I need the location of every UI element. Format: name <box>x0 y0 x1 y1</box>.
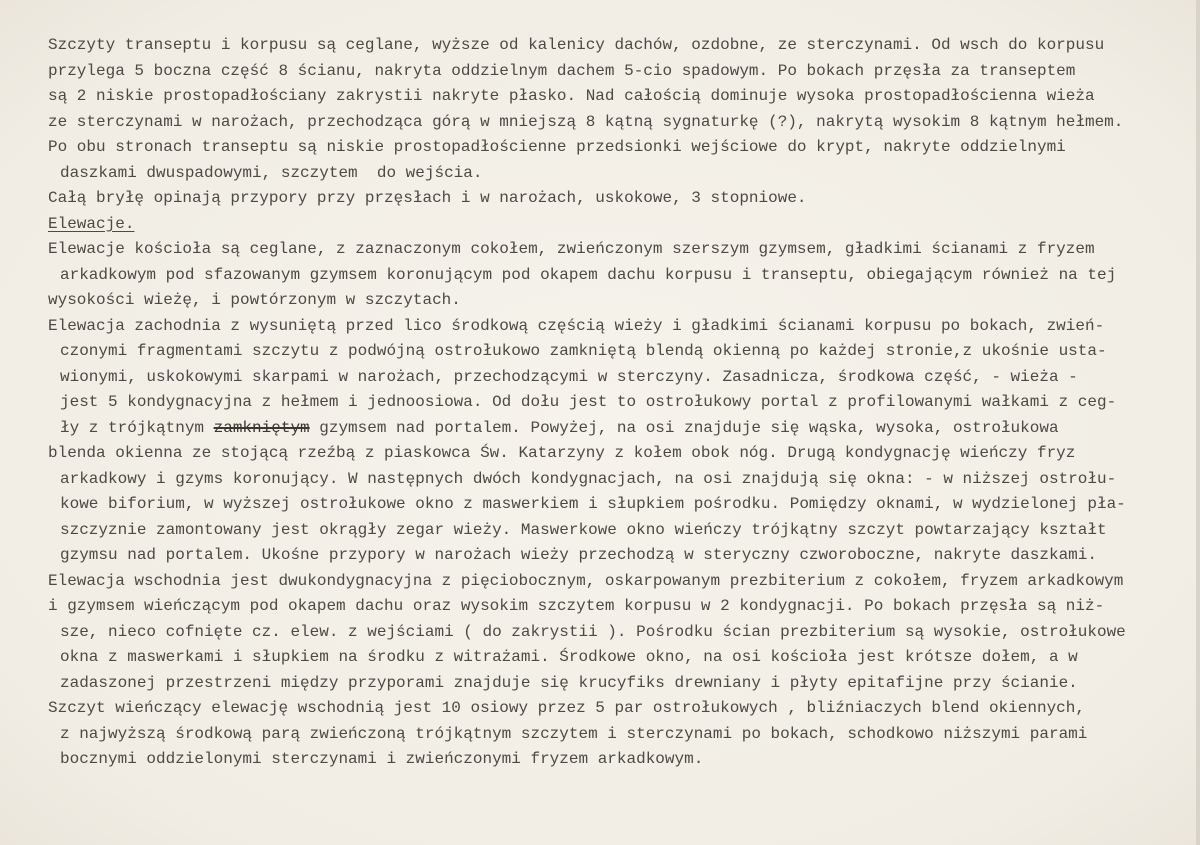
text-segment: gzymsu nad portalem. Ukośne przypory w narożach wieży przechodzą w steryczny czworoboczne, nakryte daszkami. <box>60 546 1097 564</box>
text-line <box>48 33 1198 59</box>
text-line <box>48 263 1198 289</box>
text-line <box>48 441 1198 467</box>
text-line <box>48 518 1198 544</box>
text-segment: są 2 niskie prostopadłościany zakrystii nakryte płasko. Nad całością dominuje wysoka prostopadłościenna wieża <box>48 87 1095 105</box>
text-segment: przylega 5 boczna część 8 ścianu, nakryta oddzielnym dachem 5-cio spadowym. Po bokach przęsła za transeptem <box>48 61 1076 80</box>
text-line <box>48 594 1198 620</box>
text-segment: ły z trójkątnym <box>60 418 214 437</box>
text-line <box>48 671 1198 697</box>
text-line <box>48 390 1198 416</box>
text-segment: arkadkowym pod sfazowanym gzymsem koronującym pod okapem dachu korpusu i transeptu, obiegającym również na tej <box>60 265 1117 284</box>
text-line <box>48 467 1198 493</box>
text-segment: Po obu stronach transeptu są niskie prostopadłościenne przedsionki wejściowe do krypt, nakryte oddzielnymi <box>48 138 1066 156</box>
text-line <box>48 314 1198 340</box>
text-line <box>48 569 1198 595</box>
text-line <box>48 84 1198 110</box>
text-segment: Elewacja wschodnia jest dwukondygnacyjna z pięciobocznym, oskarpowanym prezbiterium z cokołem, fryzem arkadkowym <box>48 571 1124 590</box>
text-segment: Szczyt wieńczący elewację wschodnią jest 10 osiowy przez 5 par ostrołukowych , bliźniaczych blend okiennych, <box>48 699 1085 717</box>
text-segment: gzymsem nad portalem. Powyżej, na osi znajduje się wąska, wysoka, ostrołukowa <box>309 418 1059 437</box>
text-segment: daszkami dwuspadowymi, szczytem do wejścia. <box>60 163 483 182</box>
text-line <box>48 237 1198 263</box>
text-segment: jest 5 kondygnacyjna z hełmem i jednoosiowa. Od dołu jest to ostrołukowy portal z profilowanymi wałkami z ceg- <box>60 393 1117 411</box>
text-segment: okna z maswerkami i słupkiem na środku z witrażami. Środkowe okno, na osi kościoła jest krótsze dołem, a w <box>60 648 1078 666</box>
text-line <box>48 416 1198 442</box>
text-line <box>48 135 1198 161</box>
text-line <box>48 59 1198 85</box>
heading-text: Elewacje. <box>48 214 135 233</box>
text-line <box>48 339 1198 365</box>
text-segment: zadaszonej przestrzeni między przyporami znajduje się krucyfiks drewniany i płyty epitafijne przy ścianie. <box>60 673 1078 692</box>
text-segment: wysokości wieżę, i powtórzonym w szczytach. <box>48 291 461 309</box>
text-line <box>48 110 1198 136</box>
text-segment: blenda okienna ze stojącą rzeźbą z piaskowca Św. Katarzyny z kołem obok nóg. Drugą kondygnację wieńczy fryz <box>48 444 1076 462</box>
text-segment: bocznymi oddzielonymi sterczynami i zwieńczonymi fryzem arkadkowym. <box>60 750 704 768</box>
text-segment: sze, nieco cofnięte cz. elew. z wejściami ( do zakrystii ). Pośrodku ścian prezbiterium są wysokie, ostrołukowe <box>60 622 1126 641</box>
text-line <box>48 365 1198 391</box>
text-segment: czonymi fragmentami szczytu z podwójną ostrołukowo zamkniętą blendą okienną po każdej stronie,z ukośnie usta- <box>60 342 1107 360</box>
struck-text: zamkniętym <box>213 418 310 437</box>
text-segment: wionymi, uskokowymi skarpami w narożach, przechodzącymi w sterczyny. Zasadnicza, środkowa część, - wieża - <box>60 367 1078 386</box>
text-line <box>48 186 1198 212</box>
text-segment: Całą bryłę opinają przypory przy przęsłach i w narożach, uskokowe, 3 stopniowe. <box>48 189 807 207</box>
text-line <box>48 722 1198 748</box>
document-body <box>48 33 1198 773</box>
text-line <box>48 620 1198 646</box>
text-segment: i gzymsem wieńczącym pod okapem dachu oraz wysokim szczytem korpusu w 2 kondygnacji. Po bokach przęsła są niż- <box>48 597 1105 615</box>
text-line <box>48 288 1198 314</box>
text-line <box>48 645 1198 671</box>
text-segment: Szczyty transeptu i korpusu są ceglane, wyższe od kalenicy dachów, ozdobne, ze sterczynami. Od wsch do korpusu <box>48 36 1105 54</box>
text-line <box>48 543 1198 569</box>
text-segment: Elewacje kościoła są ceglane, z zaznaczonym cokołem, zwieńczonym szerszym gzymsem, gładkimi ścianami z fryzem <box>48 240 1095 258</box>
text-segment: Elewacja zachodnia z wysuniętą przed lico środkową częścią wieży i gładkimi ścianami korpusu po bokach, zwień- <box>48 316 1105 335</box>
section-heading <box>48 212 1198 238</box>
text-line <box>48 747 1198 773</box>
text-line <box>48 492 1198 518</box>
text-segment: z najwyższą środkową parą zwieńczoną trójkątnym szczytem i sterczynami po bokach, schodkowo niższymi parami <box>60 724 1088 743</box>
text-line <box>48 696 1198 722</box>
text-segment: arkadkowy i gzyms koronujący. W następnych dwóch kondygnacjach, na osi znajdują się okna: - w niższej ostrołu- <box>60 469 1117 488</box>
page-edge <box>1196 0 1200 845</box>
text-line <box>48 161 1198 187</box>
text-segment: ze sterczynami w narożach, przechodząca górą w mniejszą 8 kątną sygnaturkę (?), nakrytą wysokim 8 kątnym hełmem. <box>48 112 1124 131</box>
text-segment: szczyznie zamontowany jest okrągły zegar wieży. Maswerkowe okno wieńczy trójkątny szczyt powtarzający kształt <box>60 520 1107 539</box>
text-segment: kowe biforium, w wyższej ostrołukowe okno z maswerkiem i słupkiem pośrodku. Pomiędzy oknami, w wydzielonej pła- <box>60 495 1126 513</box>
